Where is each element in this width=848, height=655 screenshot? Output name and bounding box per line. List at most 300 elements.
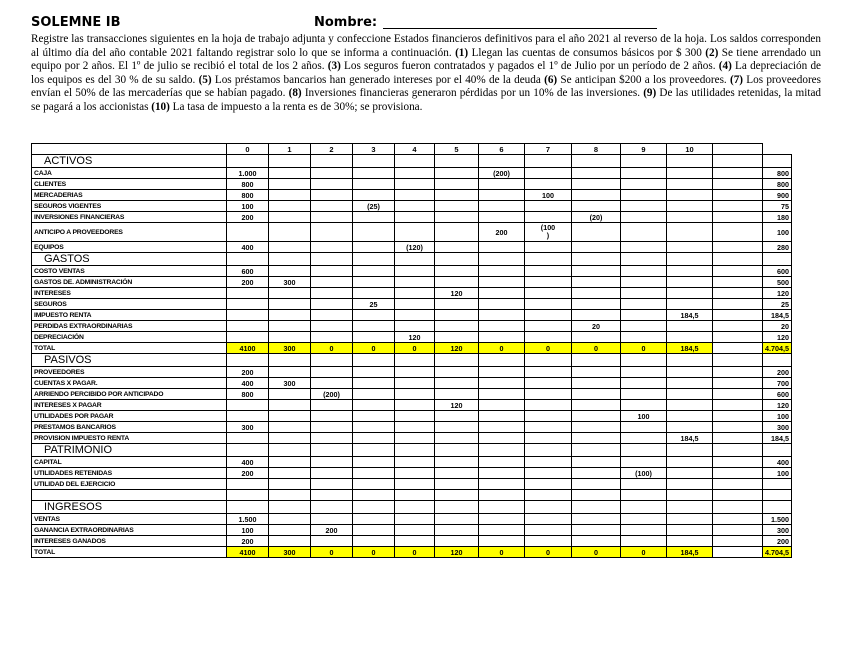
worksheet-cell[interactable]	[479, 266, 525, 277]
worksheet-cell[interactable]	[572, 179, 621, 190]
worksheet-cell[interactable]	[621, 277, 667, 288]
worksheet-cell[interactable]: 200	[227, 468, 269, 479]
worksheet-cell[interactable]	[435, 332, 479, 343]
worksheet-cell[interactable]	[713, 389, 763, 400]
worksheet-cell[interactable]	[353, 433, 395, 444]
worksheet-cell[interactable]	[353, 378, 395, 389]
worksheet-cell[interactable]	[395, 514, 435, 525]
worksheet-cell[interactable]	[435, 367, 479, 378]
worksheet-cell[interactable]	[525, 479, 572, 490]
worksheet-cell[interactable]	[269, 433, 311, 444]
worksheet-cell[interactable]	[353, 457, 395, 468]
worksheet-cell[interactable]	[667, 190, 713, 201]
worksheet-cell[interactable]	[353, 422, 395, 433]
row-total-cell[interactable]: 500	[763, 277, 792, 288]
worksheet-cell[interactable]	[353, 321, 395, 332]
worksheet-cell[interactable]	[269, 253, 311, 266]
row-total-cell[interactable]	[763, 155, 792, 168]
worksheet-cell[interactable]	[621, 253, 667, 266]
worksheet-cell[interactable]	[572, 400, 621, 411]
worksheet-cell[interactable]	[353, 212, 395, 223]
worksheet-cell[interactable]	[269, 332, 311, 343]
worksheet-cell[interactable]	[479, 367, 525, 378]
worksheet-cell[interactable]	[227, 253, 269, 266]
worksheet-cell[interactable]	[667, 536, 713, 547]
worksheet-cell[interactable]	[621, 525, 667, 536]
worksheet-cell[interactable]	[525, 400, 572, 411]
worksheet-cell[interactable]	[713, 332, 763, 343]
worksheet-cell[interactable]	[667, 468, 713, 479]
worksheet-cell[interactable]	[435, 468, 479, 479]
worksheet-cell[interactable]	[713, 457, 763, 468]
worksheet-cell[interactable]	[395, 155, 435, 168]
row-total-cell[interactable]: 4.704,5	[763, 343, 792, 354]
worksheet-cell[interactable]	[572, 501, 621, 514]
worksheet-cell[interactable]	[621, 378, 667, 389]
worksheet-cell[interactable]	[572, 411, 621, 422]
worksheet-cell[interactable]	[311, 155, 353, 168]
worksheet-cell[interactable]	[269, 411, 311, 422]
worksheet-cell[interactable]	[311, 179, 353, 190]
worksheet-cell[interactable]	[713, 422, 763, 433]
worksheet-cell[interactable]	[479, 490, 525, 501]
worksheet-cell[interactable]	[435, 179, 479, 190]
worksheet-cell[interactable]	[269, 354, 311, 367]
row-total-cell[interactable]: 4.704,5	[763, 547, 792, 558]
worksheet-cell[interactable]	[353, 479, 395, 490]
worksheet-cell[interactable]	[227, 155, 269, 168]
worksheet-cell[interactable]	[713, 354, 763, 367]
worksheet-cell[interactable]	[227, 310, 269, 321]
worksheet-cell[interactable]: (25)	[353, 201, 395, 212]
worksheet-cell[interactable]: 0	[395, 547, 435, 558]
worksheet-cell[interactable]	[667, 332, 713, 343]
worksheet-cell[interactable]	[621, 514, 667, 525]
worksheet-cell[interactable]: 400	[227, 242, 269, 253]
worksheet-cell[interactable]	[269, 389, 311, 400]
worksheet-cell[interactable]	[525, 168, 572, 179]
worksheet-cell[interactable]: 300	[269, 547, 311, 558]
worksheet-cell[interactable]	[311, 422, 353, 433]
worksheet-cell[interactable]	[525, 378, 572, 389]
worksheet-cell[interactable]	[227, 354, 269, 367]
worksheet-cell[interactable]	[713, 547, 763, 558]
worksheet-cell[interactable]	[525, 514, 572, 525]
worksheet-cell[interactable]: 0	[353, 343, 395, 354]
worksheet-cell[interactable]	[621, 266, 667, 277]
worksheet-cell[interactable]	[311, 223, 353, 242]
worksheet-cell[interactable]	[395, 288, 435, 299]
worksheet-cell[interactable]	[435, 514, 479, 525]
worksheet-cell[interactable]	[479, 212, 525, 223]
worksheet-cell[interactable]	[311, 266, 353, 277]
worksheet-cell[interactable]	[667, 354, 713, 367]
worksheet-cell[interactable]	[227, 433, 269, 444]
worksheet-cell[interactable]	[667, 288, 713, 299]
worksheet-cell[interactable]: 0	[621, 547, 667, 558]
worksheet-cell[interactable]	[353, 288, 395, 299]
worksheet-cell[interactable]	[227, 400, 269, 411]
worksheet-cell[interactable]	[479, 378, 525, 389]
worksheet-cell[interactable]	[269, 201, 311, 212]
worksheet-cell[interactable]	[621, 201, 667, 212]
worksheet-cell[interactable]	[269, 514, 311, 525]
worksheet-cell[interactable]: (200)	[479, 168, 525, 179]
worksheet-cell[interactable]: 300	[227, 422, 269, 433]
worksheet-cell[interactable]	[435, 321, 479, 332]
row-total-cell[interactable]: 100	[763, 468, 792, 479]
worksheet-cell[interactable]	[621, 433, 667, 444]
worksheet-cell[interactable]: 0	[525, 343, 572, 354]
worksheet-cell[interactable]	[525, 468, 572, 479]
worksheet-cell[interactable]	[667, 212, 713, 223]
worksheet-cell[interactable]	[525, 201, 572, 212]
worksheet-cell[interactable]	[353, 411, 395, 422]
worksheet-cell[interactable]	[525, 490, 572, 501]
row-total-cell[interactable]: 600	[763, 266, 792, 277]
worksheet-cell[interactable]	[621, 501, 667, 514]
worksheet-cell[interactable]	[713, 242, 763, 253]
worksheet-cell[interactable]	[713, 223, 763, 242]
worksheet-cell[interactable]: 0	[525, 547, 572, 558]
worksheet-cell[interactable]: 100	[621, 411, 667, 422]
worksheet-cell[interactable]	[479, 422, 525, 433]
worksheet-cell[interactable]	[525, 179, 572, 190]
worksheet-cell[interactable]	[713, 468, 763, 479]
worksheet-cell[interactable]	[269, 536, 311, 547]
worksheet-cell[interactable]	[395, 490, 435, 501]
worksheet-cell[interactable]	[395, 190, 435, 201]
worksheet-cell[interactable]	[227, 501, 269, 514]
worksheet-cell[interactable]	[525, 389, 572, 400]
worksheet-cell[interactable]	[479, 155, 525, 168]
worksheet-cell[interactable]	[227, 411, 269, 422]
worksheet-cell[interactable]	[435, 155, 479, 168]
name-field-line[interactable]	[383, 28, 657, 29]
worksheet-cell[interactable]	[395, 179, 435, 190]
worksheet-cell[interactable]: 0	[479, 343, 525, 354]
worksheet-cell[interactable]	[713, 525, 763, 536]
worksheet-cell[interactable]	[713, 378, 763, 389]
worksheet-cell[interactable]	[713, 536, 763, 547]
worksheet-cell[interactable]	[621, 299, 667, 310]
worksheet-cell[interactable]	[435, 457, 479, 468]
worksheet-cell[interactable]	[479, 468, 525, 479]
worksheet-cell[interactable]	[713, 343, 763, 354]
worksheet-cell[interactable]	[667, 525, 713, 536]
worksheet-cell[interactable]	[667, 367, 713, 378]
row-total-cell[interactable]: 280	[763, 242, 792, 253]
worksheet-cell[interactable]: (100)	[621, 468, 667, 479]
worksheet-cell[interactable]	[353, 525, 395, 536]
worksheet-cell[interactable]	[311, 168, 353, 179]
worksheet-cell[interactable]	[435, 501, 479, 514]
worksheet-cell[interactable]	[525, 288, 572, 299]
worksheet-cell[interactable]	[395, 266, 435, 277]
worksheet-cell[interactable]	[395, 367, 435, 378]
worksheet-cell[interactable]	[353, 514, 395, 525]
worksheet-cell[interactable]	[311, 354, 353, 367]
worksheet-cell[interactable]	[713, 179, 763, 190]
worksheet-cell[interactable]	[479, 288, 525, 299]
worksheet-cell[interactable]	[667, 389, 713, 400]
worksheet-cell[interactable]	[621, 332, 667, 343]
worksheet-cell[interactable]	[667, 201, 713, 212]
worksheet-cell[interactable]: 0	[311, 547, 353, 558]
worksheet-cell[interactable]	[713, 501, 763, 514]
worksheet-cell[interactable]	[353, 332, 395, 343]
worksheet-cell[interactable]	[311, 411, 353, 422]
worksheet-cell[interactable]	[353, 400, 395, 411]
worksheet-cell[interactable]	[395, 501, 435, 514]
worksheet-cell[interactable]	[395, 321, 435, 332]
worksheet-cell[interactable]	[269, 223, 311, 242]
worksheet-cell[interactable]	[395, 378, 435, 389]
worksheet-cell[interactable]	[713, 310, 763, 321]
worksheet-cell[interactable]: 25	[353, 299, 395, 310]
worksheet-cell[interactable]	[269, 400, 311, 411]
worksheet-cell[interactable]	[395, 468, 435, 479]
worksheet-cell[interactable]	[353, 490, 395, 501]
worksheet-cell[interactable]	[667, 479, 713, 490]
row-total-cell[interactable]	[763, 354, 792, 367]
worksheet-cell[interactable]	[435, 190, 479, 201]
worksheet-cell[interactable]	[713, 433, 763, 444]
worksheet-cell[interactable]	[269, 212, 311, 223]
worksheet-cell[interactable]	[713, 411, 763, 422]
row-total-cell[interactable]: 300	[763, 525, 792, 536]
worksheet-cell[interactable]	[435, 310, 479, 321]
worksheet-cell[interactable]	[353, 310, 395, 321]
worksheet-cell[interactable]: 600	[227, 266, 269, 277]
worksheet-cell[interactable]	[227, 444, 269, 457]
worksheet-cell[interactable]	[667, 155, 713, 168]
worksheet-cell[interactable]	[572, 332, 621, 343]
worksheet-cell[interactable]	[572, 242, 621, 253]
worksheet-cell[interactable]: 20	[572, 321, 621, 332]
worksheet-cell[interactable]	[713, 253, 763, 266]
worksheet-cell[interactable]	[479, 501, 525, 514]
worksheet-cell[interactable]	[479, 479, 525, 490]
worksheet-cell[interactable]	[572, 288, 621, 299]
worksheet-cell[interactable]: 120	[435, 343, 479, 354]
worksheet-cell[interactable]	[572, 367, 621, 378]
worksheet-cell[interactable]	[311, 501, 353, 514]
worksheet-cell[interactable]	[572, 201, 621, 212]
row-total-cell[interactable]: 120	[763, 400, 792, 411]
row-total-cell[interactable]: 900	[763, 190, 792, 201]
worksheet-cell[interactable]	[525, 411, 572, 422]
worksheet-cell[interactable]	[435, 536, 479, 547]
row-total-cell[interactable]: 184,5	[763, 433, 792, 444]
row-total-cell[interactable]: 75	[763, 201, 792, 212]
worksheet-cell[interactable]	[713, 490, 763, 501]
worksheet-cell[interactable]	[525, 501, 572, 514]
worksheet-cell[interactable]	[395, 168, 435, 179]
worksheet-cell[interactable]	[525, 536, 572, 547]
worksheet-cell[interactable]	[395, 253, 435, 266]
worksheet-cell[interactable]	[525, 277, 572, 288]
worksheet-cell[interactable]	[311, 201, 353, 212]
worksheet-cell[interactable]: 200	[227, 212, 269, 223]
worksheet-cell[interactable]: (200)	[311, 389, 353, 400]
worksheet-cell[interactable]: 300	[269, 277, 311, 288]
worksheet-cell[interactable]: 184,5	[667, 433, 713, 444]
worksheet-cell[interactable]	[435, 223, 479, 242]
worksheet-cell[interactable]	[269, 444, 311, 457]
worksheet-cell[interactable]: 4100	[227, 547, 269, 558]
worksheet-cell[interactable]	[713, 288, 763, 299]
row-total-cell[interactable]	[763, 490, 792, 501]
worksheet-cell[interactable]	[667, 411, 713, 422]
worksheet-cell[interactable]	[227, 321, 269, 332]
worksheet-cell[interactable]	[713, 299, 763, 310]
worksheet-cell[interactable]	[525, 310, 572, 321]
worksheet-cell[interactable]	[479, 525, 525, 536]
worksheet-cell[interactable]	[311, 190, 353, 201]
row-total-cell[interactable]: 700	[763, 378, 792, 389]
worksheet-cell[interactable]	[713, 266, 763, 277]
worksheet-cell[interactable]: 120	[395, 332, 435, 343]
worksheet-cell[interactable]	[395, 223, 435, 242]
row-total-cell[interactable]	[763, 253, 792, 266]
worksheet-cell[interactable]	[479, 400, 525, 411]
worksheet-cell[interactable]	[353, 468, 395, 479]
worksheet-cell[interactable]: 184,5	[667, 310, 713, 321]
worksheet-cell[interactable]	[269, 479, 311, 490]
worksheet-cell[interactable]	[525, 422, 572, 433]
worksheet-cell[interactable]	[311, 479, 353, 490]
worksheet-cell[interactable]	[572, 514, 621, 525]
worksheet-cell[interactable]	[667, 378, 713, 389]
worksheet-cell[interactable]	[479, 277, 525, 288]
worksheet-cell[interactable]	[269, 242, 311, 253]
worksheet-cell[interactable]	[667, 242, 713, 253]
row-total-cell[interactable]: 200	[763, 536, 792, 547]
worksheet-cell[interactable]	[311, 277, 353, 288]
row-total-cell[interactable]: 100	[763, 411, 792, 422]
worksheet-cell[interactable]	[353, 501, 395, 514]
worksheet-cell[interactable]	[525, 433, 572, 444]
worksheet-cell[interactable]	[479, 321, 525, 332]
worksheet-cell[interactable]	[667, 168, 713, 179]
worksheet-cell[interactable]	[269, 310, 311, 321]
worksheet-cell[interactable]	[353, 168, 395, 179]
worksheet-cell[interactable]	[353, 354, 395, 367]
worksheet-cell[interactable]	[572, 168, 621, 179]
worksheet-cell[interactable]	[572, 490, 621, 501]
worksheet-cell[interactable]	[353, 389, 395, 400]
worksheet-cell[interactable]	[572, 310, 621, 321]
worksheet-cell[interactable]	[227, 223, 269, 242]
worksheet-cell[interactable]	[621, 367, 667, 378]
worksheet-cell[interactable]: 4100	[227, 343, 269, 354]
worksheet-cell[interactable]	[269, 155, 311, 168]
worksheet-cell[interactable]	[311, 444, 353, 457]
worksheet-cell[interactable]	[621, 288, 667, 299]
worksheet-cell[interactable]	[713, 168, 763, 179]
worksheet-cell[interactable]	[311, 332, 353, 343]
worksheet-cell[interactable]	[435, 422, 479, 433]
worksheet-cell[interactable]: 800	[227, 179, 269, 190]
worksheet-cell[interactable]	[713, 212, 763, 223]
worksheet-cell[interactable]	[311, 299, 353, 310]
worksheet-cell[interactable]	[572, 389, 621, 400]
worksheet-cell[interactable]	[572, 277, 621, 288]
row-total-cell[interactable]: 100	[763, 223, 792, 242]
worksheet-cell[interactable]	[269, 422, 311, 433]
worksheet-cell[interactable]	[227, 490, 269, 501]
worksheet-cell[interactable]	[269, 457, 311, 468]
worksheet-cell[interactable]	[479, 457, 525, 468]
worksheet-cell[interactable]	[227, 332, 269, 343]
worksheet-cell[interactable]	[311, 321, 353, 332]
worksheet-cell[interactable]	[227, 299, 269, 310]
worksheet-cell[interactable]	[667, 266, 713, 277]
worksheet-cell[interactable]	[621, 155, 667, 168]
worksheet-cell[interactable]	[713, 514, 763, 525]
worksheet-cell[interactable]	[479, 310, 525, 321]
worksheet-cell[interactable]	[269, 468, 311, 479]
worksheet-cell[interactable]	[621, 310, 667, 321]
worksheet-cell[interactable]	[269, 321, 311, 332]
worksheet-cell[interactable]	[435, 266, 479, 277]
worksheet-cell[interactable]	[621, 223, 667, 242]
worksheet-cell[interactable]	[353, 367, 395, 378]
worksheet-cell[interactable]	[353, 242, 395, 253]
worksheet-cell[interactable]	[713, 155, 763, 168]
worksheet-cell[interactable]	[621, 444, 667, 457]
worksheet-cell[interactable]	[525, 253, 572, 266]
worksheet-cell[interactable]	[667, 321, 713, 332]
worksheet-cell[interactable]: 300	[269, 378, 311, 389]
worksheet-cell[interactable]	[395, 422, 435, 433]
worksheet-cell[interactable]	[572, 378, 621, 389]
worksheet-cell[interactable]	[479, 389, 525, 400]
worksheet-cell[interactable]	[395, 201, 435, 212]
worksheet-cell[interactable]	[479, 253, 525, 266]
worksheet-cell[interactable]: 184,5	[667, 343, 713, 354]
worksheet-cell[interactable]: 0	[353, 547, 395, 558]
worksheet-cell[interactable]	[353, 179, 395, 190]
worksheet-cell[interactable]: 100	[227, 201, 269, 212]
worksheet-cell[interactable]: 0	[621, 343, 667, 354]
worksheet-cell[interactable]	[395, 354, 435, 367]
worksheet-cell[interactable]	[395, 536, 435, 547]
worksheet-cell[interactable]	[311, 288, 353, 299]
worksheet-cell[interactable]: 0	[311, 343, 353, 354]
worksheet-cell[interactable]	[525, 212, 572, 223]
worksheet-cell[interactable]	[269, 266, 311, 277]
worksheet-cell[interactable]	[479, 411, 525, 422]
worksheet-cell[interactable]	[311, 378, 353, 389]
worksheet-cell[interactable]	[395, 444, 435, 457]
worksheet-cell[interactable]	[621, 242, 667, 253]
worksheet-cell[interactable]: 0	[479, 547, 525, 558]
worksheet-cell[interactable]: 0	[572, 343, 621, 354]
worksheet-cell[interactable]	[311, 433, 353, 444]
worksheet-cell[interactable]: 200	[227, 277, 269, 288]
worksheet-cell[interactable]: 300	[269, 343, 311, 354]
worksheet-cell[interactable]	[525, 457, 572, 468]
worksheet-cell[interactable]	[621, 190, 667, 201]
worksheet-cell[interactable]: 184,5	[667, 547, 713, 558]
worksheet-cell[interactable]	[269, 288, 311, 299]
worksheet-cell[interactable]	[269, 367, 311, 378]
worksheet-cell[interactable]	[353, 277, 395, 288]
worksheet-cell[interactable]	[525, 367, 572, 378]
worksheet-cell[interactable]	[572, 433, 621, 444]
